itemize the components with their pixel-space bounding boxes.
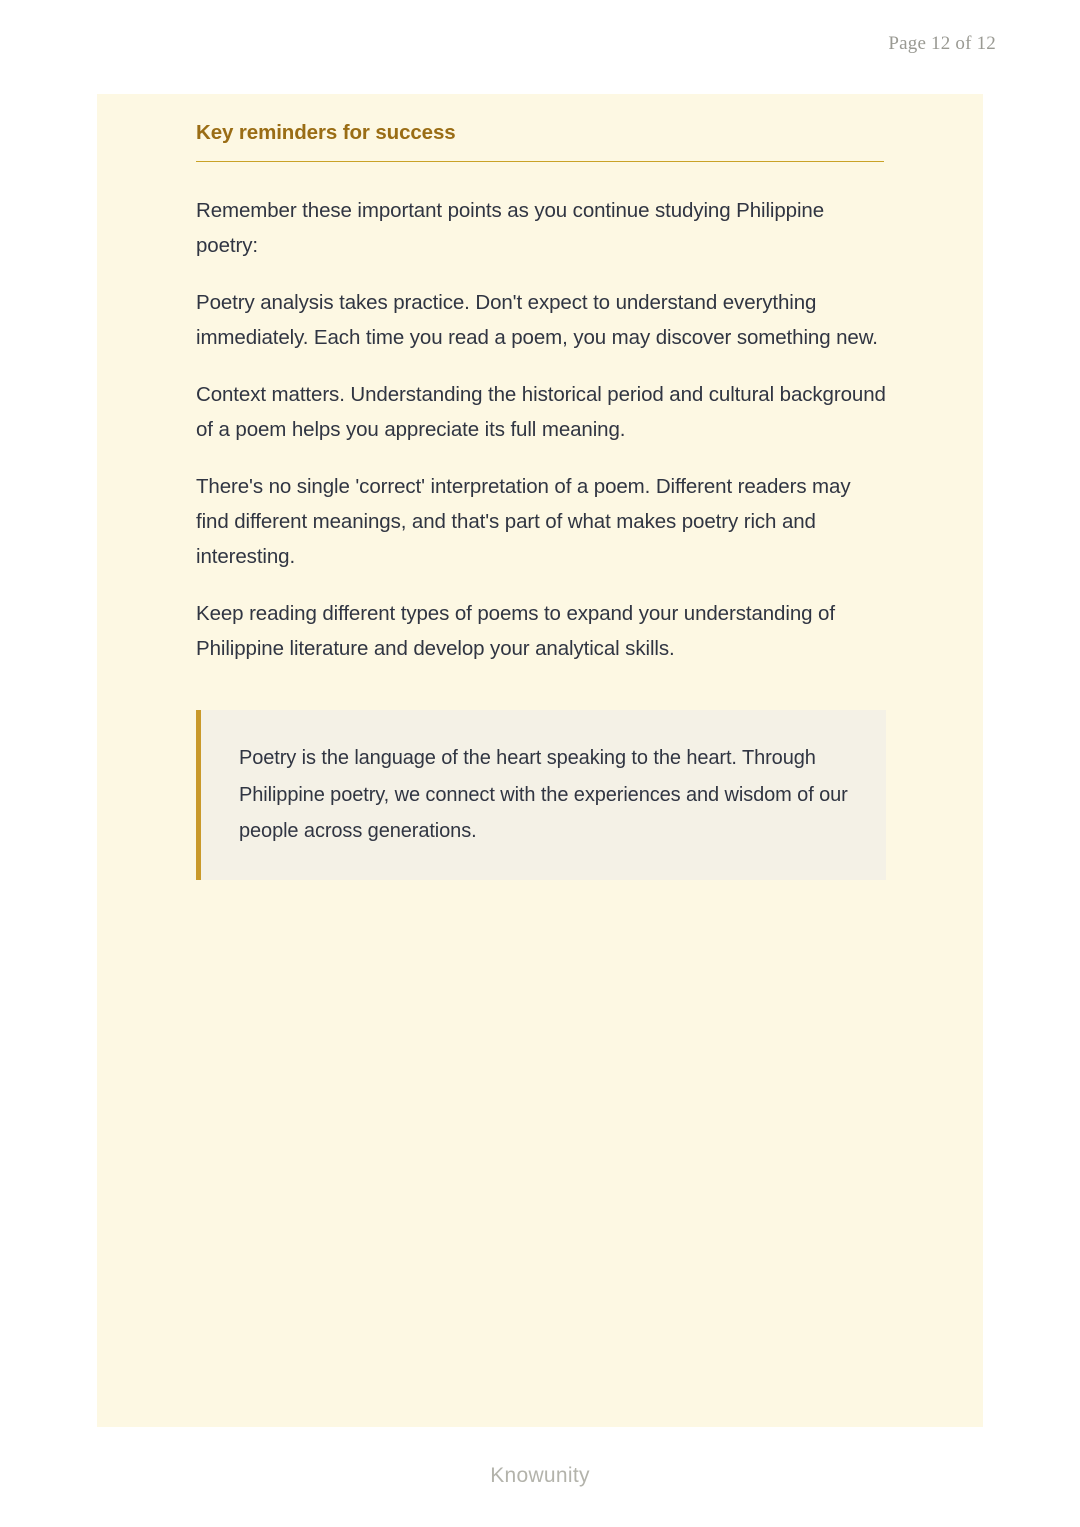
page-title: Key reminders for success [196,121,456,144]
callout-quote [196,710,886,880]
footer-brand: Knowunity [490,1464,590,1487]
paragraph-keep-reading: Keep reading different types of poems to expand your understanding of Philippine literature and develop your analytical skills. [196,602,835,660]
paragraph-intro: Remember these important points as you continue studying Philippine poetry: [196,199,825,257]
page-indicator: Page 12 of 12 [888,33,996,54]
title-divider [196,161,884,162]
paragraph-practice: Poetry analysis takes practice. Don't expect to understand everything immediately. Each time you read a poem, you may discover something new. [196,291,878,349]
content-panel [97,94,983,1427]
paragraph-context: Context matters. Understanding the historical period and cultural background of a poem helps you appreciate its full meaning. [196,383,886,441]
paragraph-interpretation: There's no single 'correct' interpretation of a poem. Different readers may find different meanings, and that's part of what makes poetry rich and interesting. [196,475,851,568]
callout-quote-text: Poetry is the language of the heart speaking to the heart. Through Philippine poetry, we connect with the experiences and wisdom of our people across generations. [239,747,848,842]
content-inner [97,94,983,880]
